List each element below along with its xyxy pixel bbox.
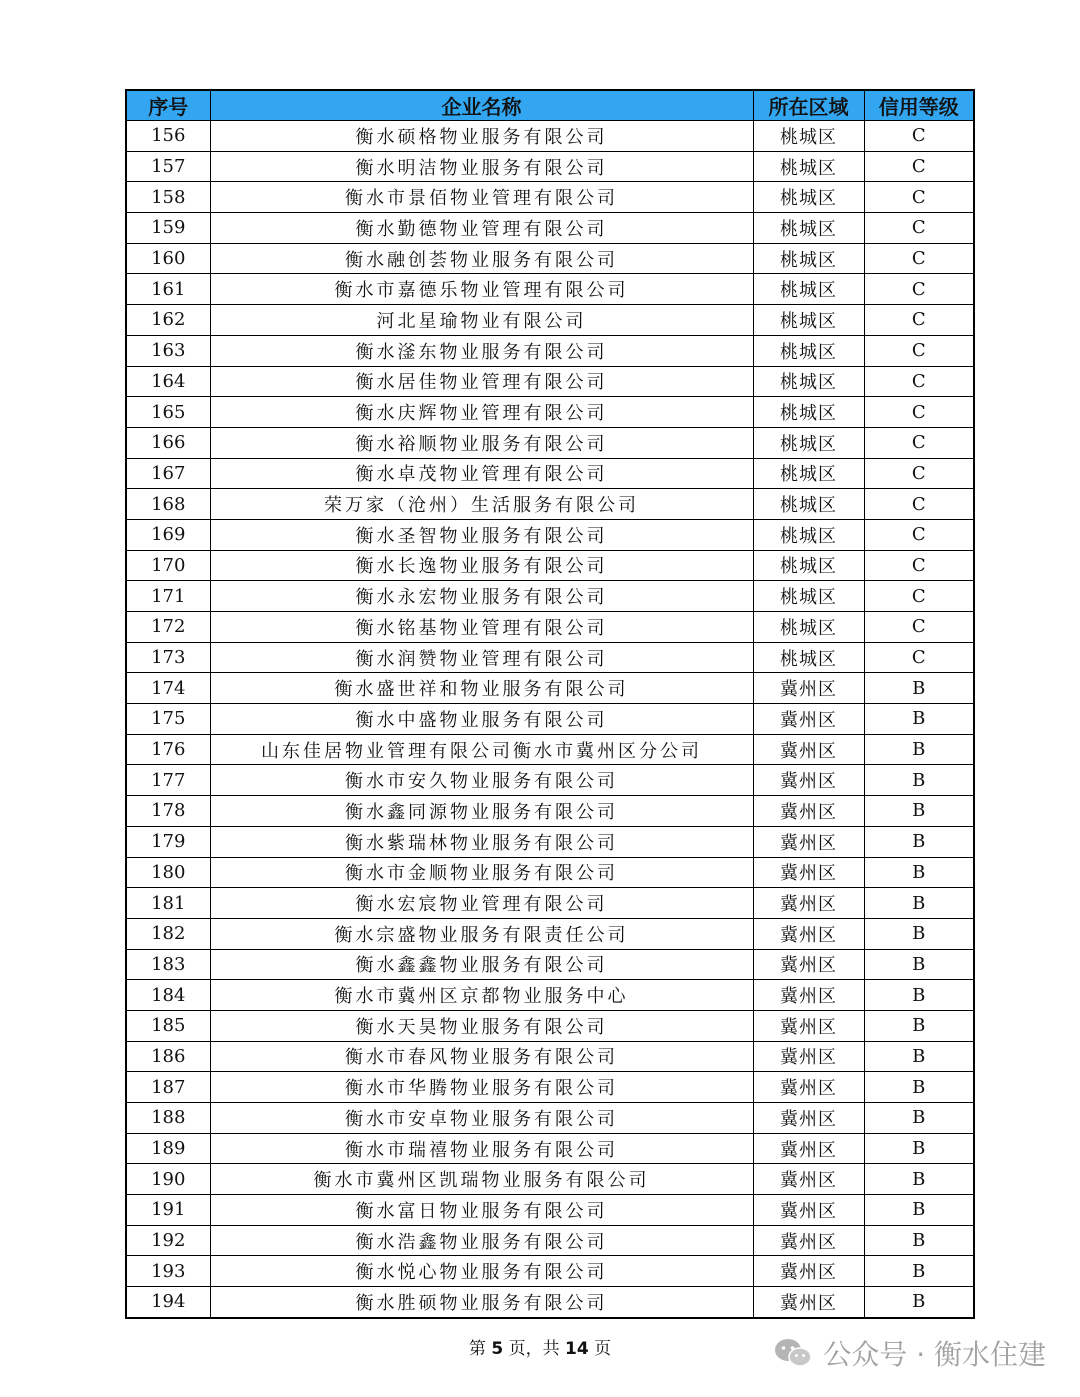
cell-serial: 176	[126, 734, 210, 765]
cell-serial: 181	[126, 888, 210, 919]
cell-company-name: 衡水永宏物业服务有限公司	[210, 581, 753, 612]
table-header-row	[126, 90, 974, 121]
cell-region: 冀州区	[753, 980, 864, 1011]
table-row	[126, 397, 974, 428]
cell-credit-level: B	[864, 980, 974, 1011]
cell-company-name: 衡水鑫鑫物业服务有限公司	[210, 949, 753, 980]
cell-serial: 163	[126, 335, 210, 366]
cell-credit-level: B	[864, 1164, 974, 1195]
cell-region: 冀州区	[753, 1133, 864, 1164]
cell-credit-level: B	[864, 1287, 974, 1318]
table-row	[126, 642, 974, 673]
table-row	[126, 427, 974, 458]
table-row	[126, 1195, 974, 1226]
cell-credit-level: B	[864, 765, 974, 796]
cell-credit-level: B	[864, 888, 974, 919]
cell-region: 冀州区	[753, 857, 864, 888]
cell-credit-level: C	[864, 182, 974, 213]
cell-serial: 164	[126, 366, 210, 397]
cell-region: 冀州区	[753, 1195, 864, 1226]
table-row	[126, 182, 974, 213]
cell-credit-level: C	[864, 612, 974, 643]
table-row	[126, 519, 974, 550]
header-company-name: 企业名称	[210, 90, 753, 121]
cell-company-name: 衡水市冀州区京都物业服务中心	[210, 980, 753, 1011]
cell-credit-level: B	[864, 826, 974, 857]
table-row	[126, 980, 974, 1011]
header-credit-level: 信用等级	[864, 90, 974, 121]
cell-region: 桃城区	[753, 243, 864, 274]
cell-region: 桃城区	[753, 550, 864, 581]
table-row	[126, 673, 974, 704]
cell-region: 桃城区	[753, 489, 864, 520]
cell-credit-level: C	[864, 427, 974, 458]
cell-serial: 186	[126, 1041, 210, 1072]
cell-company-name: 衡水宗盛物业服务有限责任公司	[210, 918, 753, 949]
cell-region: 冀州区	[753, 704, 864, 735]
table-row	[126, 1133, 974, 1164]
cell-region: 桃城区	[753, 213, 864, 244]
cell-region: 桃城区	[753, 397, 864, 428]
table-row	[126, 121, 974, 152]
cell-company-name: 衡水市华腾物业服务有限公司	[210, 1072, 753, 1103]
cell-credit-level: B	[864, 704, 974, 735]
table-row	[126, 489, 974, 520]
cell-company-name: 衡水卓茂物业管理有限公司	[210, 458, 753, 489]
cell-company-name: 山东佳居物业管理有限公司衡水市冀州区分公司	[210, 734, 753, 765]
cell-serial: 172	[126, 612, 210, 643]
cell-region: 桃城区	[753, 366, 864, 397]
cell-serial: 170	[126, 550, 210, 581]
cell-region: 冀州区	[753, 1103, 864, 1134]
cell-company-name: 河北星瑜物业有限公司	[210, 305, 753, 336]
cell-credit-level: C	[864, 305, 974, 336]
cell-serial: 187	[126, 1072, 210, 1103]
cell-serial: 188	[126, 1103, 210, 1134]
cell-region: 桃城区	[753, 458, 864, 489]
cell-company-name: 衡水市金顺物业服务有限公司	[210, 857, 753, 888]
table-row	[126, 612, 974, 643]
cell-credit-level: C	[864, 642, 974, 673]
cell-region: 桃城区	[753, 612, 864, 643]
cell-company-name: 衡水宏宸物业管理有限公司	[210, 888, 753, 919]
cell-credit-level: B	[864, 1103, 974, 1134]
cell-region: 冀州区	[753, 765, 864, 796]
cell-company-name: 衡水鑫同源物业服务有限公司	[210, 796, 753, 827]
cell-serial: 160	[126, 243, 210, 274]
cell-credit-level: C	[864, 213, 974, 244]
table-row	[126, 1041, 974, 1072]
cell-region: 桃城区	[753, 182, 864, 213]
cell-credit-level: C	[864, 581, 974, 612]
cell-company-name: 衡水胜硕物业服务有限公司	[210, 1287, 753, 1318]
cell-serial: 178	[126, 796, 210, 827]
cell-serial: 168	[126, 489, 210, 520]
table-row	[126, 1225, 974, 1256]
cell-serial: 171	[126, 581, 210, 612]
cell-company-name: 衡水市瑞禧物业服务有限公司	[210, 1133, 753, 1164]
cell-company-name: 衡水市嘉德乐物业管理有限公司	[210, 274, 753, 305]
cell-serial: 177	[126, 765, 210, 796]
cell-serial: 173	[126, 642, 210, 673]
table-row	[126, 1256, 974, 1287]
cell-credit-level: B	[864, 1256, 974, 1287]
cell-company-name: 衡水裕顺物业服务有限公司	[210, 427, 753, 458]
table-row	[126, 1103, 974, 1134]
table-row	[126, 1072, 974, 1103]
cell-region: 冀州区	[753, 888, 864, 919]
cell-serial: 182	[126, 918, 210, 949]
watermark	[773, 1333, 1046, 1373]
cell-region: 桃城区	[753, 581, 864, 612]
cell-region: 冀州区	[753, 673, 864, 704]
cell-company-name: 衡水硕格物业服务有限公司	[210, 121, 753, 152]
cell-credit-level: C	[864, 489, 974, 520]
cell-serial: 185	[126, 1010, 210, 1041]
cell-credit-level: B	[864, 918, 974, 949]
cell-company-name: 衡水富日物业服务有限公司	[210, 1195, 753, 1226]
header-serial: 序号	[126, 90, 210, 121]
table-row	[126, 305, 974, 336]
table-row	[126, 366, 974, 397]
cell-region: 冀州区	[753, 734, 864, 765]
cell-credit-level: B	[864, 1195, 974, 1226]
cell-credit-level: B	[864, 796, 974, 827]
cell-company-name: 衡水长逸物业服务有限公司	[210, 550, 753, 581]
cell-credit-level: B	[864, 734, 974, 765]
cell-company-name: 衡水天昊物业服务有限公司	[210, 1010, 753, 1041]
cell-region: 桃城区	[753, 519, 864, 550]
cell-credit-level: C	[864, 121, 974, 152]
table-row	[126, 826, 974, 857]
cell-region: 桃城区	[753, 274, 864, 305]
cell-credit-level: C	[864, 335, 974, 366]
cell-serial: 158	[126, 182, 210, 213]
table-row	[126, 949, 974, 980]
table-row	[126, 581, 974, 612]
cell-serial: 161	[126, 274, 210, 305]
table-row	[126, 857, 974, 888]
table-row	[126, 274, 974, 305]
cell-company-name: 衡水紫瑞林物业服务有限公司	[210, 826, 753, 857]
cell-region: 冀州区	[753, 1256, 864, 1287]
table-row	[126, 1010, 974, 1041]
cell-region: 冀州区	[753, 826, 864, 857]
cell-credit-level: C	[864, 151, 974, 182]
cell-region: 桃城区	[753, 642, 864, 673]
header-region: 所在区域	[753, 90, 864, 121]
cell-credit-level: C	[864, 274, 974, 305]
table-row	[126, 888, 974, 919]
cell-serial: 157	[126, 151, 210, 182]
wechat-icon	[773, 1337, 813, 1369]
footer-page-number: 5	[491, 1339, 504, 1359]
cell-region: 冀州区	[753, 918, 864, 949]
cell-serial: 166	[126, 427, 210, 458]
cell-serial: 175	[126, 704, 210, 735]
cell-serial: 169	[126, 519, 210, 550]
cell-region: 冀州区	[753, 949, 864, 980]
cell-credit-level: C	[864, 550, 974, 581]
cell-region: 桃城区	[753, 335, 864, 366]
cell-company-name: 衡水滏东物业服务有限公司	[210, 335, 753, 366]
cell-company-name: 荣万家（沧州）生活服务有限公司	[210, 489, 753, 520]
table-row	[126, 765, 974, 796]
table-row	[126, 918, 974, 949]
cell-serial: 194	[126, 1287, 210, 1318]
cell-credit-level: C	[864, 397, 974, 428]
cell-region: 冀州区	[753, 1010, 864, 1041]
cell-serial: 192	[126, 1225, 210, 1256]
footer-middle: 页，共	[508, 1339, 560, 1359]
cell-credit-level: B	[864, 857, 974, 888]
cell-company-name: 衡水圣智物业服务有限公司	[210, 519, 753, 550]
table-body	[126, 121, 974, 1318]
cell-serial: 156	[126, 121, 210, 152]
cell-region: 冀州区	[753, 796, 864, 827]
cell-credit-level: B	[864, 1133, 974, 1164]
watermark-text: 公众号 · 衡水住建	[823, 1338, 1046, 1371]
cell-region: 冀州区	[753, 1287, 864, 1318]
cell-serial: 189	[126, 1133, 210, 1164]
cell-region: 桃城区	[753, 305, 864, 336]
cell-serial: 159	[126, 213, 210, 244]
table-row	[126, 1287, 974, 1318]
cell-region: 冀州区	[753, 1041, 864, 1072]
cell-credit-level: C	[864, 458, 974, 489]
cell-serial: 183	[126, 949, 210, 980]
cell-credit-level: B	[864, 949, 974, 980]
cell-credit-level: C	[864, 366, 974, 397]
cell-company-name: 衡水市冀州区凯瑞物业服务有限公司	[210, 1164, 753, 1195]
cell-credit-level: C	[864, 243, 974, 274]
cell-region: 桃城区	[753, 121, 864, 152]
cell-serial: 179	[126, 826, 210, 857]
table-row	[126, 550, 974, 581]
cell-company-name: 衡水市安卓物业服务有限公司	[210, 1103, 753, 1134]
cell-company-name: 衡水润赞物业管理有限公司	[210, 642, 753, 673]
cell-credit-level: B	[864, 1225, 974, 1256]
table-row	[126, 796, 974, 827]
cell-company-name: 衡水中盛物业服务有限公司	[210, 704, 753, 735]
cell-region: 冀州区	[753, 1225, 864, 1256]
table-row	[126, 734, 974, 765]
footer-total-pages: 14	[564, 1339, 589, 1359]
cell-company-name: 衡水融创荟物业服务有限公司	[210, 243, 753, 274]
table-row	[126, 458, 974, 489]
cell-company-name: 衡水市春风物业服务有限公司	[210, 1041, 753, 1072]
cell-company-name: 衡水铭基物业管理有限公司	[210, 612, 753, 643]
footer-suffix: 页	[594, 1339, 612, 1359]
cell-credit-level: B	[864, 1041, 974, 1072]
cell-company-name: 衡水浩鑫物业服务有限公司	[210, 1225, 753, 1256]
credit-rating-table	[125, 89, 975, 1319]
cell-company-name: 衡水市安久物业服务有限公司	[210, 765, 753, 796]
table-row	[126, 1164, 974, 1195]
cell-serial: 162	[126, 305, 210, 336]
cell-region: 桃城区	[753, 151, 864, 182]
cell-serial: 167	[126, 458, 210, 489]
cell-company-name: 衡水勤德物业管理有限公司	[210, 213, 753, 244]
table-row	[126, 243, 974, 274]
footer-prefix: 第	[468, 1339, 486, 1359]
cell-company-name: 衡水庆辉物业管理有限公司	[210, 397, 753, 428]
cell-company-name: 衡水盛世祥和物业服务有限公司	[210, 673, 753, 704]
cell-region: 桃城区	[753, 427, 864, 458]
cell-serial: 184	[126, 980, 210, 1011]
cell-region: 冀州区	[753, 1072, 864, 1103]
cell-serial: 191	[126, 1195, 210, 1226]
cell-company-name: 衡水居佳物业管理有限公司	[210, 366, 753, 397]
cell-serial: 180	[126, 857, 210, 888]
cell-region: 冀州区	[753, 1164, 864, 1195]
cell-serial: 193	[126, 1256, 210, 1287]
cell-serial: 174	[126, 673, 210, 704]
cell-credit-level: C	[864, 519, 974, 550]
table-row	[126, 151, 974, 182]
table-row	[126, 704, 974, 735]
cell-company-name: 衡水市景佰物业管理有限公司	[210, 182, 753, 213]
table-row	[126, 213, 974, 244]
cell-serial: 165	[126, 397, 210, 428]
cell-credit-level: B	[864, 1072, 974, 1103]
cell-credit-level: B	[864, 673, 974, 704]
cell-serial: 190	[126, 1164, 210, 1195]
table-row	[126, 335, 974, 366]
cell-company-name: 衡水明洁物业服务有限公司	[210, 151, 753, 182]
cell-credit-level: B	[864, 1010, 974, 1041]
cell-company-name: 衡水悦心物业服务有限公司	[210, 1256, 753, 1287]
